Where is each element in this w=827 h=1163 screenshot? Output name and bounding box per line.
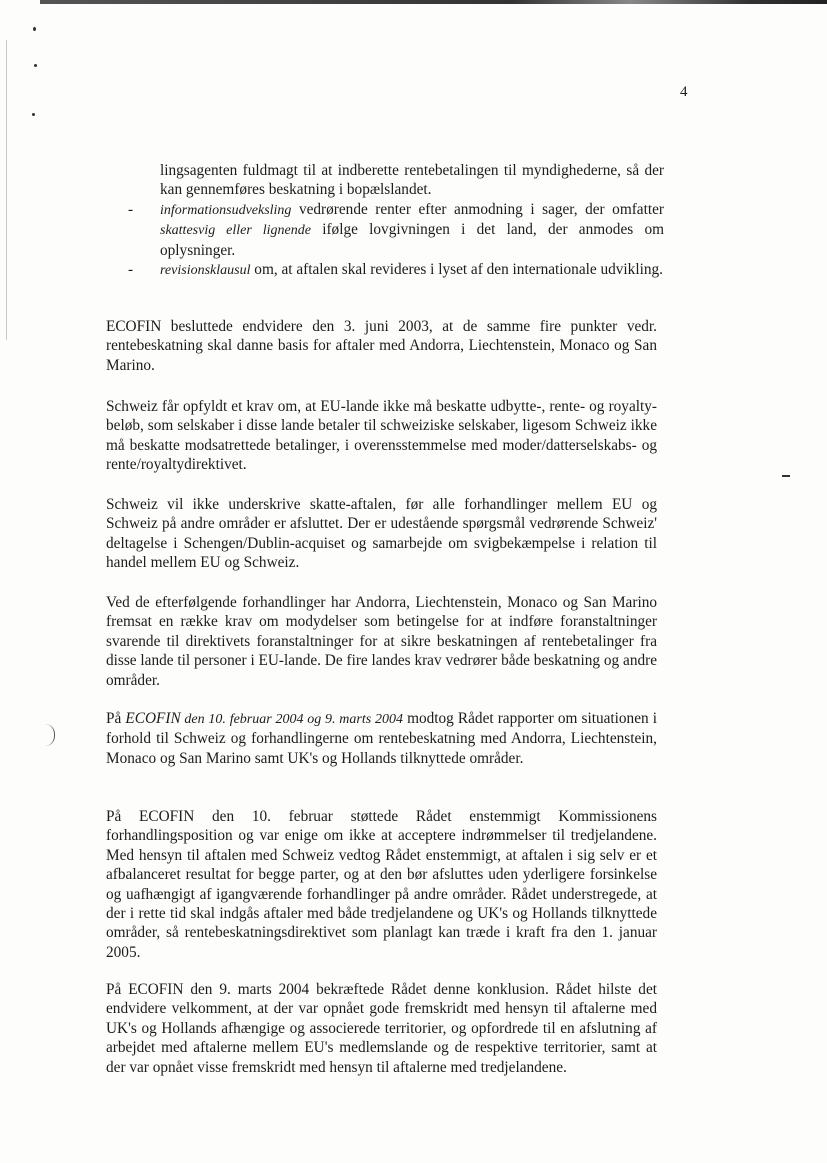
paragraph-forhandlinger: Ved de efterfølgende forhandlinger har Andorra, Liechtenstein, Monaco og San Marino fremsat en række krav om modydelser som betingelse for at indføre foranstaltninger svarende til direktivets foranstaltninger for at sikre beskatningen af rentebetalinger fra disse lande til personer i EU-lande. De fire landes krav vedrører både beskatning og andre områder. — [106, 594, 657, 689]
bullet-text: om, at aftalen skal revideres i lyset af den internationale udvikling. — [250, 261, 663, 279]
bullet-list — [124, 161, 664, 280]
margin-dot — [33, 27, 36, 31]
bullet-continuation: lingsagenten fuldmagt til at indberette rentebetalingen til myndighederne, så der kan gennemføres beskatning i bopælslandet. — [160, 162, 664, 199]
bullet-term: revisionsklausul — [160, 263, 251, 279]
margin-bracket — [44, 724, 55, 746]
list-item — [124, 200, 664, 260]
page-number: 4 — [680, 84, 688, 100]
paragraph-ecofin-rapporter — [106, 709, 657, 768]
margin-dash — [782, 475, 790, 477]
p5-ecofin: ECOFIN — [125, 710, 181, 727]
bullet-dash: - — [128, 261, 134, 279]
p5-lead: På — [106, 710, 126, 727]
bullet-text: vedrørende renter efter anmodning i sager, der omfatter — [291, 200, 664, 218]
p5-dates: den 10. februar 2004 og 9. marts 2004 — [180, 712, 403, 727]
paragraph-schweiz-underskrive: Schweiz vil ikke underskrive skatte-aftalen, før alle forhandlinger mellem EU og Schweiz på andre områder er afsluttet. Der er udestående spørgsmål vedrørende Schweiz' deltagelse i Schengen/Dublin-acquiset og samarbejde om svigbekæmpelse i relation til handel mellem EU og Schweiz. — [106, 496, 657, 572]
list-item — [124, 260, 664, 280]
bullet-term-2: skattesvig eller lignende — [160, 223, 311, 239]
p5-rest: modtog Rådet rapporter om situationen i forhold til Schweiz og forhandlingerne om rentebeskatning med Andorra, Liechtenstein, Monaco og San Marino samt UK's og Hollands tilknyttede områder. — [106, 710, 657, 767]
paragraph-schweiz-krav: Schweiz får opfyldt et krav om, at EU-lande ikke må beskatte udbytte-, rente- og royalty-beløb, som selskaber i disse lande betaler til schweiziske selskaber, ligesom Schweiz ikke må beskatte modsatrettede betalinger, i overensstemmelse med moder/datterselskabs- og rente/royaltydirektivet. — [106, 398, 657, 474]
bullet-term: informationsudveksling — [160, 202, 292, 218]
scan-top-border — [40, 0, 827, 4]
paragraph-ecofin-februar: På ECOFIN den 10. februar støttede Rådet enstemmigt Kommissionens forhandlingsposition og var enige om ikke at acceptere indrømmelser til tredjelandene. Med hensyn til aftalen med Schweiz vedtog Rådet enstemmigt, at aftalen i sig selv er et afbalanceret resultat for begge parter, og at den bør afsluttes uden yderligere forsinkelse og uafhængigt af igangværende forhandlinger på andre områder. Rådet understregede, at der i rette tid skal indgås aftaler med både tredjelandene og UK's og Hollands tilknyttede områder, så rentebeskatningsdirektivet som planlagt kan træde i kraft fra den 1. januar 2005. — [106, 808, 657, 961]
margin-dot — [34, 64, 37, 67]
paragraph-ecofin-marts: På ECOFIN den 9. marts 2004 bekræftede Rådet denne konklusion. Rådet hilste det endvidere velkomment, at der var opnået gode fremskridt med hensyn til aftalerne med UK's og Hollands afhængige og associerede territorier, og opfordrede til en afslutning af arbejdet med aftalerne mellem EU's medlemslande og de respektive territorier, samt at der var opnået visse fremskridt med hensyn til aftalerne med tredjelandene. — [106, 981, 657, 1076]
margin-dot — [32, 113, 35, 116]
bullet-dash: - — [128, 200, 134, 218]
bullet-text-2: ifølge lovgivningen i det land, der anmodes om oplysninger. — [160, 221, 664, 259]
paragraph-ecofin-june: ECOFIN besluttede endvidere den 3. juni 2003, at de samme fire punkter vedr. rentebeskatning skal danne basis for aftaler med Andorra, Liechtenstein, Monaco og San Marino. — [106, 318, 657, 374]
margin-line — [6, 40, 7, 340]
